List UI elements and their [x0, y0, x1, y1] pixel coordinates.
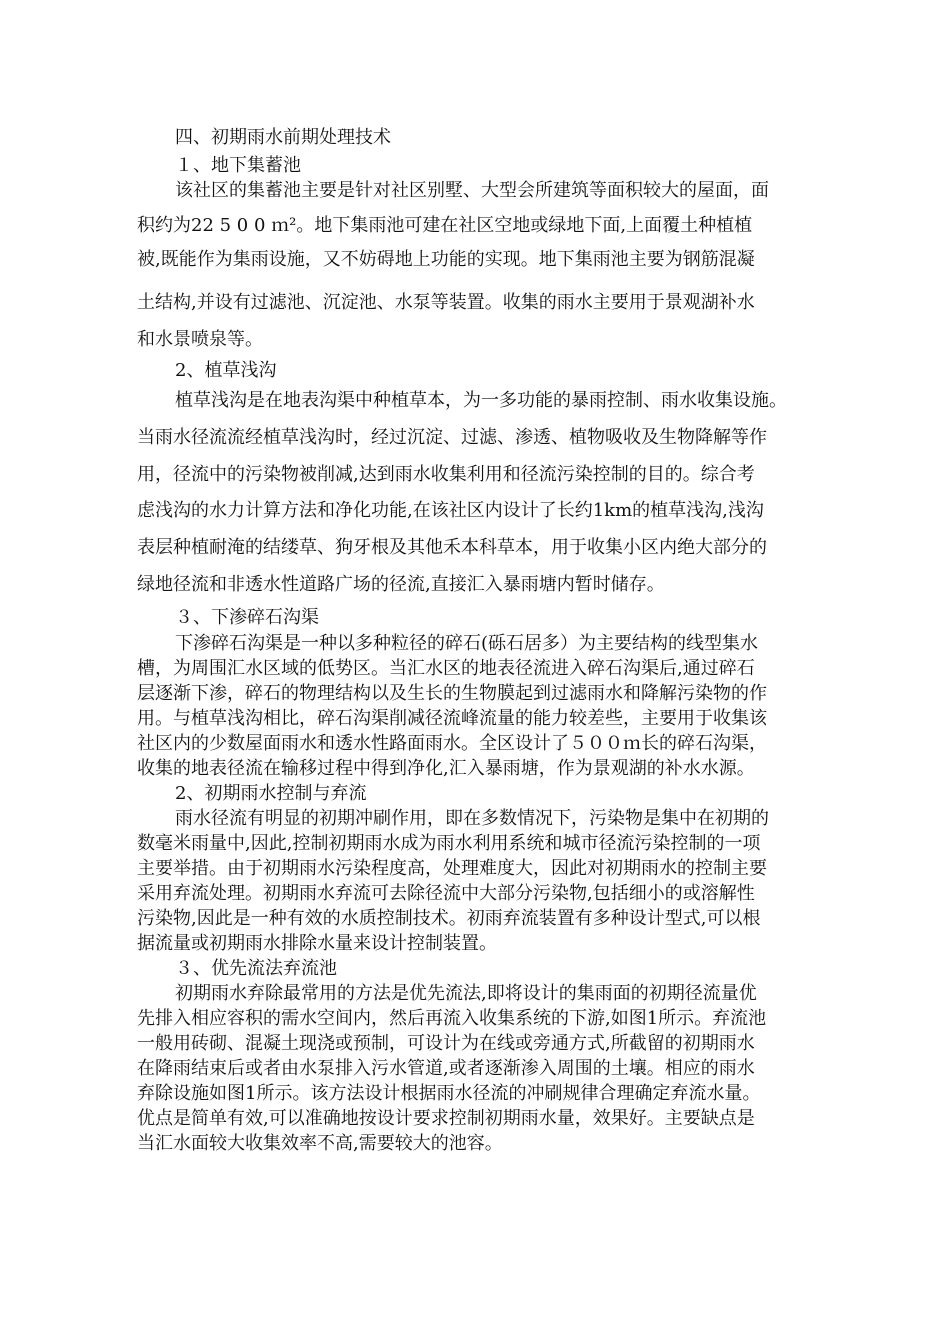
subsection-heading: ３、优先流法弃流池: [175, 958, 337, 979]
subsection-heading: ３、下渗碎石沟渠: [175, 607, 319, 628]
paragraph-line: 收集的地表径流在输移过程中得到净化,汇入暴雨塘，作为景观湖的补水水源。: [137, 758, 755, 779]
paragraph-line: 污染物,因此是一种有效的水质控制技术。初雨弃流装置有多种设计型式,可以根: [137, 908, 761, 929]
paragraph-line: 主要举措。由于初期雨水污染程度高，处理难度大，因此对初期雨水的控制主要: [137, 858, 767, 879]
paragraph-line: 当汇水面较大收集效率不高,需要较大的池容。: [137, 1133, 503, 1154]
subsection-heading: １、地下集蓄池: [175, 155, 301, 176]
paragraph-line: 槽，为周围汇水区域的低势区。当汇水区的地表径流进入碎石沟渠后,通过碎石: [137, 658, 755, 679]
paragraph-line: 采用弃流处理。初期雨水弃流可去除径流中大部分污染物,包括细小的或溶解性: [137, 883, 755, 904]
paragraph-line: 该社区的集蓄池主要是针对社区别墅、大型会所建筑等面积较大的屋面，面: [175, 180, 769, 201]
paragraph-line: 优点是简单有效,可以准确地按设计要求控制初期雨水量，效果好。主要缺点是: [137, 1108, 755, 1129]
paragraph-line: 用，径流中的污染物被削减,达到雨水收集利用和径流污染控制的目的。综合考: [137, 464, 755, 485]
paragraph-line: 土结构,并设有过滤池、沉淀池、水泵等装置。收集的雨水主要用于景观湖补水: [137, 292, 755, 313]
paragraph-line: 在降雨结束后或者由水泵排入污水管道,或者逐渐渗入周围的土壤。相应的雨水: [137, 1058, 755, 1079]
paragraph-line: 和水景喷泉等。: [137, 329, 263, 350]
paragraph-line: 社区内的少数屋面雨水和透水性路面雨水。全区设计了５００ｍ长的碎石沟渠，: [137, 733, 767, 754]
paragraph-line: 据流量或初期雨水排除水量来设计控制装置。: [137, 933, 497, 954]
subsection-heading: 2、初期雨水控制与弃流: [175, 783, 367, 804]
paragraph-line: 虑浅沟的水力计算方法和净化功能,在该社区内设计了长约1km的植草浅沟,浅沟: [137, 500, 764, 521]
paragraph-line: 下渗碎石沟渠是一种以多种粒径的碎石(砾石居多）为主要结构的线型集水: [175, 633, 759, 654]
paragraph-line: 数毫米雨量中,因此,控制初期雨水成为雨水利用系统和城市径流污染控制的一项: [137, 833, 761, 854]
paragraph-line: 雨水径流有明显的初期冲刷作用，即在多数情况下，污染物是集中在初期的: [175, 808, 769, 829]
paragraph-line: 层逐渐下渗，碎石的物理结构以及生长的生物膜起到过滤雨水和降解污染物的作: [137, 683, 767, 704]
paragraph-line: 一般用砖砌、混凝土现浇或预制，可设计为在线或旁通方式,所截留的初期雨水: [137, 1033, 755, 1054]
paragraph-line: 用。与植草浅沟相比，碎石沟渠削减径流峰流量的能力较差些，主要用于收集该: [137, 708, 767, 729]
paragraph-line: 初期雨水弃除最常用的方法是优先流法,即将设计的集雨面的初期径流量优: [175, 983, 757, 1004]
paragraph-line: 先排入相应容积的需水空间内，然后再流入收集系统的下游,如图1所示。弃流池: [137, 1008, 767, 1029]
paragraph-line: 弃除设施如图1所示。该方法设计根据雨水径流的冲刷规律合理确定弃流水量。: [137, 1083, 761, 1104]
section-title: 四、初期雨水前期处理技术: [175, 127, 391, 148]
paragraph-line: 表层种植耐淹的结缕草、狗牙根及其他禾本科草本，用于收集小区内绝大部分的: [137, 537, 767, 558]
paragraph-line: 绿地径流和非透水性道路广场的径流,直接汇入暴雨塘内暂时储存。: [137, 574, 665, 595]
paragraph-line: 植草浅沟是在地表沟渠中种植草本，为一多功能的暴雨控制、雨水收集设施。: [175, 390, 787, 411]
paragraph-line: 当雨水径流流经植草浅沟时，经过沉淀、过滤、渗透、植物吸收及生物降解等作: [137, 427, 767, 448]
paragraph-line: 被,既能作为集雨设施，又不妨碍地上功能的实现。地下集雨池主要为钢筋混凝: [137, 249, 755, 270]
subsection-heading: 2、植草浅沟: [175, 360, 277, 381]
paragraph-line: 积约为22 5 0 0 ｍ²。地下集雨池可建在社区空地或绿地下面,上面覆土种植植: [137, 215, 753, 236]
